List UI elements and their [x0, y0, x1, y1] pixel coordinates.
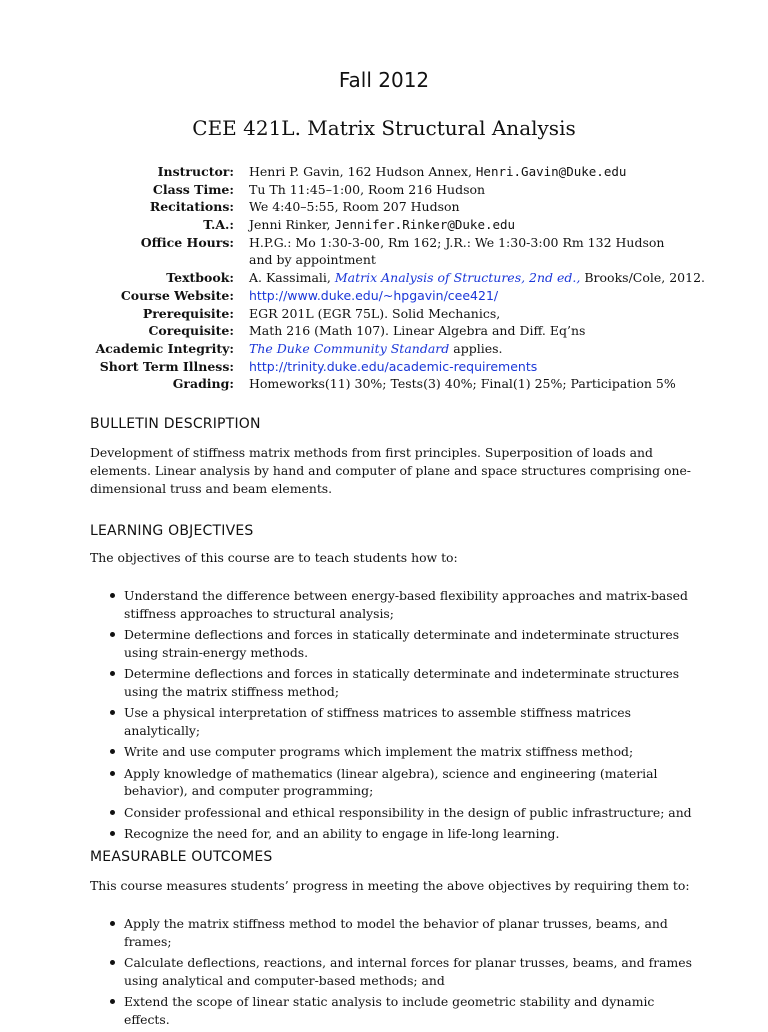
bullet-icon [110, 999, 115, 1004]
info-row-recitations [0, 198, 768, 216]
prerequisite-label: Prerequisite: [142, 305, 234, 321]
bulletin-text: Development of stiffness matrix methods from first principles. Superposition of loads and elements. Linear analysis by hand and computer of plane and space structures comprising one-dimensional truss and beam elements. [90, 445, 691, 496]
ta-text: Jenni Rinker, [249, 217, 335, 233]
objectives-list [90, 587, 700, 847]
instructor-value [249, 163, 626, 181]
list-item [90, 704, 700, 739]
integrity-text: applies. [449, 340, 503, 356]
info-row-office-hours [0, 234, 768, 252]
grading-label: Grading: [172, 376, 234, 392]
list-item [90, 665, 700, 700]
outcome-text: Apply the matrix stiffness method to model the behavior of planar trusses, beams, and frames; [124, 916, 668, 949]
bullet-icon [110, 810, 115, 815]
website-link[interactable]: http://www.duke.edu/~hpgavin/cee421/ [249, 287, 499, 303]
bullet-icon [110, 593, 115, 598]
illness-link[interactable]: http://trinity.duke.edu/academic-requirements [249, 358, 538, 374]
course-info-table [0, 163, 768, 393]
textbook-value [249, 269, 705, 287]
info-row-integrity [0, 340, 768, 358]
list-item [90, 765, 700, 800]
outcomes-list [90, 915, 700, 1032]
textbook-author: A. Kassimali, [249, 270, 335, 286]
objective-text: Recognize the need for, and an ability to engage in life-long learning. [124, 826, 560, 841]
office-hours-value: H.P.G.: Mo 1:30-3-00, Rm 162; J.R.: We 1:30-3:00 Rm 132 Hudson [249, 234, 665, 250]
info-row-classtime [0, 181, 768, 199]
integrity-label: Academic Integrity: [95, 340, 234, 356]
objectives-intro: The objectives of this course are to teach students how to: [90, 550, 458, 565]
outcome-text: Extend the scope of linear static analysis to include geometric stability and dynamic effects. [124, 994, 655, 1027]
integrity-value [249, 340, 502, 358]
ta-value [249, 216, 515, 234]
bullet-icon [110, 632, 115, 637]
list-item [90, 954, 700, 989]
info-row-corequisite [0, 322, 768, 340]
outcome-text: Calculate deflections, reactions, and internal forces for planar trusses, beams, and frames using analytical and computer-based methods; and [124, 955, 692, 988]
website-label: Course Website: [120, 287, 234, 303]
course-title: CEE 421L. Matrix Structural Analysis [192, 116, 576, 140]
info-row-textbook [0, 269, 768, 287]
outcomes-intro: This course measures students’ progress in meeting the above objectives by requiring them to: [90, 878, 690, 893]
outcomes-heading: MEASURABLE OUTCOMES [90, 849, 273, 865]
textbook-publisher: Brooks/Cole, 2012. [580, 270, 705, 286]
classtime-label: Class Time: [152, 181, 234, 197]
bullet-icon [110, 671, 115, 676]
instructor-label: Instructor: [157, 164, 234, 179]
ta-email[interactable]: Jennifer.Rinker@Duke.edu [334, 217, 516, 233]
objective-text: Understand the difference between energy-based flexibility approaches and matrix-based stiffness approaches to structural analysis; [124, 588, 688, 621]
bullet-icon [110, 921, 115, 926]
info-row-office-hours-cont [0, 251, 768, 269]
list-item [90, 915, 700, 950]
objective-text: Write and use computer programs which implement the matrix stiffness method; [124, 744, 634, 759]
office-hours-label: Office Hours: [140, 234, 234, 250]
info-row-ta [0, 216, 768, 234]
info-row-illness [0, 358, 768, 376]
info-row-instructor [0, 163, 768, 181]
textbook-title-link[interactable]: Matrix Analysis of Structures, 2nd ed., [334, 270, 581, 286]
bullet-icon [110, 831, 115, 836]
grading-value: Homeworks(11) 30%; Tests(3) 40%; Final(1) 25%; Participation 5% [249, 376, 676, 392]
info-row-grading [0, 375, 768, 393]
info-row-website [0, 287, 768, 305]
objective-text: Determine deflections and forces in statically determinate and indeterminate structures using strain-energy methods. [124, 627, 680, 660]
bullet-icon [110, 710, 115, 715]
classtime-value: Tu Th 11:45–1:00, Room 216 Hudson [249, 181, 486, 197]
bullet-icon [110, 960, 115, 965]
list-item [90, 825, 700, 843]
instructor-text: Henri P. Gavin, 162 Hudson Annex, [249, 164, 476, 179]
recitations-label: Recitations: [149, 199, 234, 215]
objective-text: Apply knowledge of mathematics (linear algebra), science and engineering (material behavior), and computer programming; [124, 765, 658, 798]
bullet-icon [110, 771, 115, 776]
corequisite-value: Math 216 (Math 107). Linear Algebra and Diff. Eq’ns [249, 323, 586, 339]
ta-label: T.A.: [203, 217, 234, 233]
info-row-prerequisite [0, 305, 768, 323]
objective-text: Consider professional and ethical responsibility in the design of public infrastructure; and [124, 804, 692, 820]
bulletin-heading: BULLETIN DESCRIPTION [90, 416, 261, 432]
recitations-value: We 4:40–5:55, Room 207 Hudson [249, 199, 460, 215]
prerequisite-value: EGR 201L (EGR 75L). Solid Mechanics, [249, 305, 501, 321]
instructor-email[interactable]: Henri.Gavin@Duke.edu [475, 164, 627, 179]
textbook-label: Textbook: [166, 270, 234, 286]
term-heading: Fall 2012 [338, 68, 430, 92]
list-item [90, 804, 700, 822]
list-item [90, 993, 700, 1028]
objective-text: Use a physical interpretation of stiffness matrices to assemble stiffness matrices analytically; [124, 705, 631, 738]
list-item [90, 626, 700, 661]
office-hours-value-2: and by appointment [249, 252, 376, 268]
list-item [90, 743, 700, 761]
bullet-icon [110, 749, 115, 754]
integrity-link[interactable]: The Duke Community Standard [249, 340, 450, 356]
objectives-heading: LEARNING OBJECTIVES [90, 523, 254, 539]
corequisite-label: Corequisite: [148, 323, 234, 339]
list-item [90, 587, 700, 622]
illness-label: Short Term Illness: [99, 358, 234, 374]
objective-text: Determine deflections and forces in statically determinate and indeterminate structures using the matrix stiffness method; [124, 666, 680, 699]
